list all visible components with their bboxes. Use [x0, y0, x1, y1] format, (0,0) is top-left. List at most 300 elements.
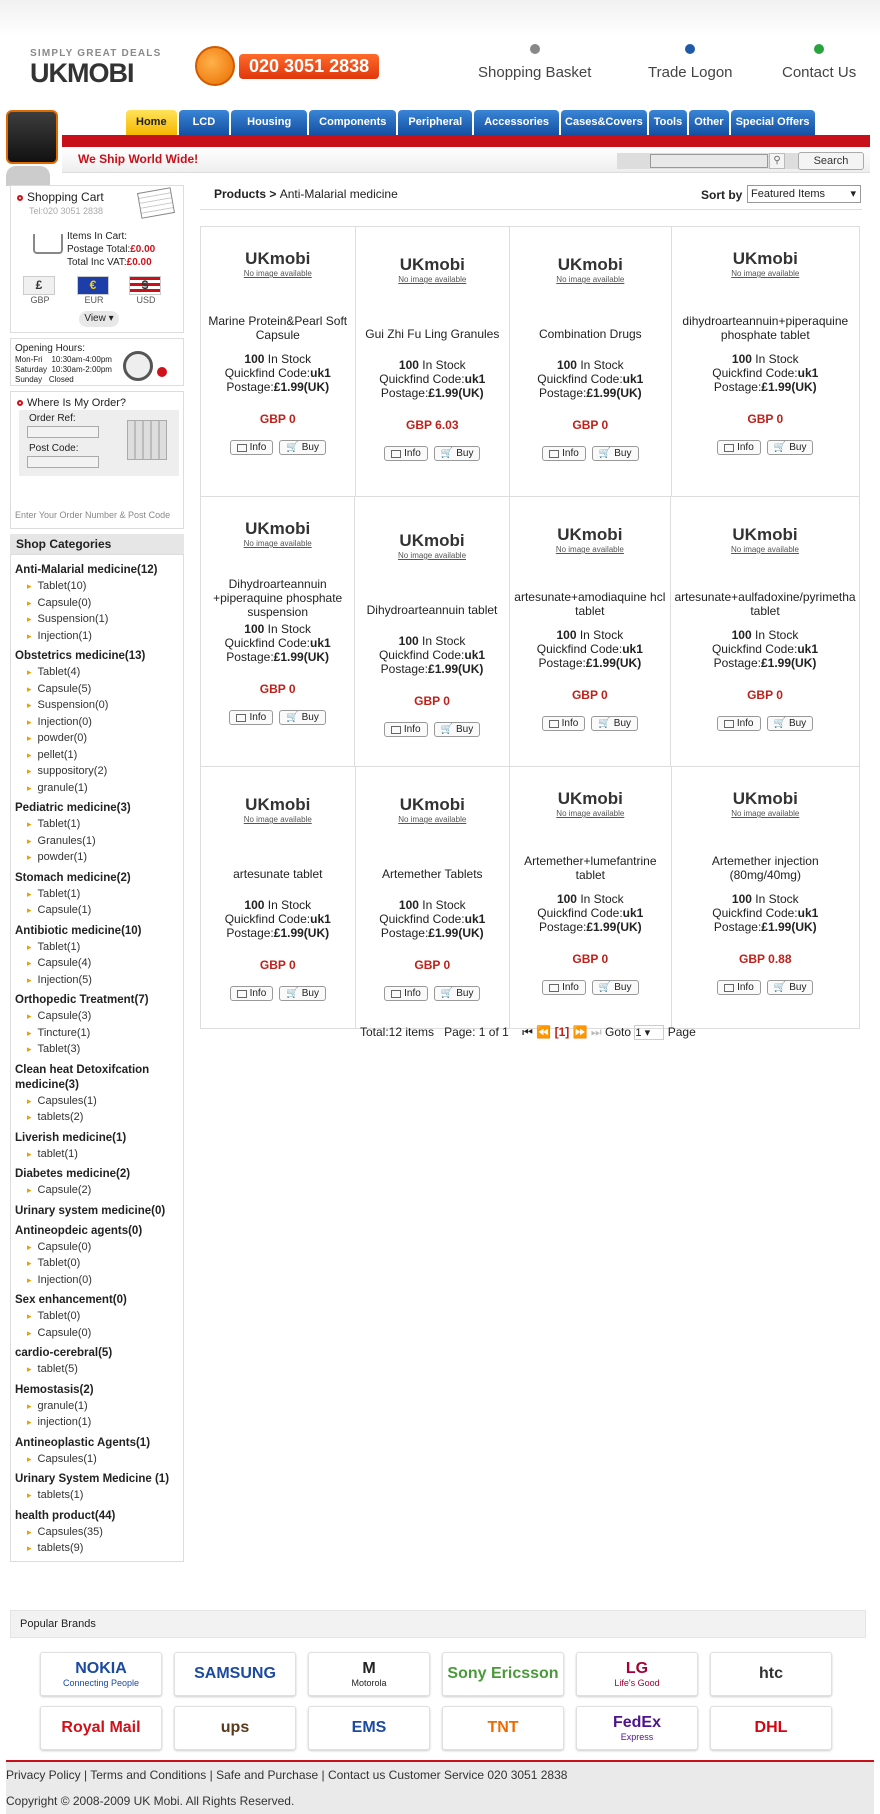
currency-eur[interactable] [77, 276, 111, 305]
info-button[interactable] [542, 980, 586, 995]
order-hint: Enter Your Order Number & Post Code [15, 510, 171, 520]
sidebar [10, 185, 184, 1562]
bullet-icon [17, 195, 23, 201]
product-name[interactable] [356, 854, 510, 894]
postage-value: £1.99(UK) [586, 386, 642, 400]
search-icon[interactable]: ⚲ [769, 153, 785, 169]
categories-title: Shop Categories [10, 534, 184, 554]
footer [6, 1762, 874, 1814]
pager-page-info: Page: 1 of 1 [444, 1025, 509, 1039]
category-heading[interactable]: Antibiotic medicine(10) [15, 924, 142, 937]
product-name-text: artesunate+aulfadoxine/pyrimetha tablet [674, 590, 856, 618]
product-card [355, 497, 509, 766]
breadcrumb [214, 187, 398, 201]
no-image-placeholder[interactable]: No image available [398, 275, 467, 284]
info-label: Info [737, 982, 754, 993]
category-item[interactable]: ▸ Capsules(1) [15, 1093, 179, 1110]
contact-us-label: Contact Us [782, 64, 857, 81]
buy-button[interactable] [592, 980, 639, 995]
clock-icon [123, 351, 153, 381]
prev-page-icon[interactable]: ⏪ [536, 1025, 552, 1039]
category-item[interactable]: ▸ tablets(1) [15, 1487, 179, 1504]
cart-tel: Tel:020 3051 2838 [29, 206, 104, 216]
shopping-basket-link[interactable] [478, 44, 591, 81]
product-price: GBP 0 [572, 952, 609, 966]
product-name[interactable] [672, 848, 859, 888]
hours-title: Opening Hours: [15, 343, 86, 354]
stock-label: In Stock [580, 358, 624, 372]
product-code [671, 642, 859, 656]
quickfind-value: uk1 [310, 366, 331, 380]
product-code [510, 642, 670, 656]
category-item[interactable]: ▸ Tablet(0) [15, 1308, 179, 1325]
stock-label: In Stock [755, 628, 799, 642]
postage-label: Postage: [538, 920, 587, 934]
brand-logo[interactable] [174, 1652, 296, 1696]
product-name[interactable] [671, 584, 859, 624]
breadcrumb-separator: > [266, 187, 280, 201]
logo-name [30, 59, 161, 87]
quickfind-label: Quickfind Code: [224, 636, 311, 650]
category-item[interactable]: ▸ Capsules(1) [15, 1451, 179, 1468]
goto-label: Goto [605, 1025, 632, 1039]
product-stock [201, 352, 355, 366]
category-heading[interactable]: Hemostasis(2) [15, 1383, 94, 1396]
contact-dot-icon [814, 44, 824, 54]
postage-label: Postage: [380, 386, 429, 400]
folder-icon [391, 450, 401, 458]
product-code [672, 366, 859, 380]
product-name[interactable] [201, 854, 355, 894]
category-item[interactable]: ▸ tablet(1) [15, 1146, 179, 1163]
category-item[interactable]: ▸ Injection(5) [15, 972, 179, 989]
brand-logo-sub: Life's Good [614, 1678, 660, 1688]
cart-icon [33, 234, 63, 254]
product-name-text: Marine Protein&Pearl Soft Capsule [208, 314, 348, 342]
product-actions [671, 716, 859, 731]
category-heading[interactable]: health product(44) [15, 1509, 116, 1522]
category-item[interactable]: ▸ Tablet(10) [15, 578, 179, 595]
quickfind-label: Quickfind Code: [536, 642, 623, 656]
category-item[interactable]: ▸ Suspension(0) [15, 697, 179, 714]
no-image-placeholder[interactable]: No image available [397, 551, 467, 560]
brand-logo[interactable] [576, 1706, 698, 1750]
product-price: GBP 0 [414, 694, 450, 708]
brand-logo[interactable] [40, 1706, 162, 1750]
postage-value: £1.99(UK) [761, 920, 817, 934]
product-actions [201, 710, 354, 725]
buy-button[interactable] [592, 446, 639, 461]
calculator-icon [127, 420, 167, 460]
chevron-down-icon: ▾ [105, 313, 114, 324]
category-item[interactable]: ▸ injection(1) [15, 1414, 179, 1431]
info-button[interactable] [542, 716, 586, 731]
stock-label: In Stock [755, 352, 799, 366]
buy-button[interactable] [279, 986, 326, 1001]
brand-logo-name: ups [220, 1719, 250, 1736]
quickfind-value: uk1 [797, 366, 819, 380]
clipboard-icon [137, 187, 175, 219]
trade-logon-link[interactable] [648, 44, 733, 81]
category-item[interactable]: ▸ Tablet(1) [15, 886, 179, 903]
product-actions [356, 446, 510, 461]
stock-label: In Stock [267, 352, 312, 366]
product-name[interactable] [355, 590, 508, 630]
product-name[interactable] [672, 308, 859, 348]
brand-logo-name: SAMSUNG [194, 1665, 276, 1682]
product-card [672, 227, 859, 496]
product-stock [356, 358, 510, 372]
postage-label: Postage: [538, 656, 586, 670]
product-brand: UKmobi [245, 795, 311, 814]
category-item[interactable]: ▸ Capsule(0) [15, 1325, 179, 1342]
product-name-text: dihydroarteannuin+piperaquine phosphate tablet [682, 314, 849, 342]
currency-code: GBP [30, 295, 50, 305]
goto-select[interactable]: 1 ▾ [634, 1025, 664, 1040]
info-button[interactable] [542, 446, 586, 461]
category-item[interactable]: ▸ Tincture(1) [15, 1025, 179, 1042]
product-code [672, 906, 859, 920]
category-item[interactable]: ▸ tablets(2) [15, 1109, 179, 1126]
product-code [510, 906, 671, 920]
product-row [201, 497, 859, 767]
info-label: Info [561, 718, 579, 729]
product-code [510, 372, 671, 386]
info-button[interactable] [230, 440, 274, 455]
view-label: View [84, 313, 106, 324]
hours-day: Mon-Fri [15, 355, 43, 364]
hours-day: Sunday [15, 375, 43, 384]
product-price: GBP 0 [571, 688, 608, 702]
buy-button[interactable] [767, 980, 814, 995]
category-heading[interactable]: Antineopdeic agents(0) [15, 1224, 143, 1237]
stock-count: 100 [244, 352, 265, 366]
tab-cases-covers[interactable]: Cases&Covers [561, 110, 647, 135]
no-image-placeholder[interactable]: No image available [243, 815, 312, 824]
info-button[interactable] [229, 710, 273, 725]
shopping-basket-label: Shopping Basket [478, 64, 592, 81]
folder-icon [391, 990, 401, 998]
buy-label: Buy [614, 448, 632, 459]
postage-label: Postage: [713, 656, 761, 670]
quickfind-value: uk1 [622, 642, 643, 656]
no-image-placeholder[interactable]: No image available [731, 269, 800, 278]
category-item[interactable]: ▸ suppository(2) [15, 763, 179, 780]
product-postage [355, 662, 508, 676]
no-image-placeholder[interactable]: No image available [243, 269, 312, 278]
tab-tools[interactable]: Tools [649, 110, 688, 135]
category-heading[interactable]: Sex enhancement(0) [15, 1294, 127, 1306]
product-stock [201, 622, 354, 636]
postage-label: Postage: [380, 926, 429, 940]
brand-logo-name: Sony Ericsson [447, 1665, 559, 1682]
search-button[interactable]: Search [798, 152, 864, 170]
tab-peripheral[interactable]: Peripheral [398, 110, 472, 135]
logo-text: UKMOBI [30, 58, 134, 88]
brand-logo[interactable] [442, 1706, 564, 1750]
view-cart-button[interactable] [79, 311, 119, 327]
product-card [510, 227, 672, 496]
product-code [201, 912, 355, 926]
category-item[interactable]: ▸ Capsule(2) [15, 1182, 179, 1199]
category-item[interactable]: ▸ Granules(1) [15, 833, 179, 850]
category-heading[interactable]: Antineoplastic Agents(1) [15, 1436, 151, 1449]
category-item[interactable]: ▸ Capsules(35) [15, 1524, 179, 1541]
currency-usd[interactable] [129, 276, 163, 305]
category-item[interactable]: ▸ Suspension(1) [15, 611, 179, 628]
sort-label: Sort by [701, 188, 743, 202]
copyright: Copyright © 2008-2009 UK Mobi. All Rights Reserved. [6, 1794, 295, 1808]
order-form [19, 410, 179, 476]
product-card [671, 497, 859, 766]
cart-icon: 🛒 [773, 718, 786, 729]
no-image-placeholder[interactable]: No image available [398, 815, 467, 824]
brand-logos [40, 1652, 840, 1750]
category-item[interactable]: ▸ granule(1) [15, 1398, 179, 1415]
info-label: Info [403, 724, 421, 735]
info-button[interactable] [384, 722, 428, 737]
category-item[interactable]: ▸ powder(0) [15, 730, 179, 747]
hours-day: Saturday [15, 365, 48, 374]
brand-logo[interactable] [40, 1652, 162, 1696]
hours-row [15, 375, 112, 385]
order-ref-input[interactable] [27, 426, 99, 438]
postage-value: £1.99(UK) [585, 656, 642, 670]
brand-logo[interactable] [576, 1652, 698, 1696]
stock-count: 100 [556, 628, 577, 642]
product-code [201, 366, 355, 380]
buy-button[interactable] [434, 446, 481, 461]
us-flag-icon: $ [129, 276, 161, 295]
product-brand: UKmobi [245, 249, 311, 268]
info-button[interactable] [384, 986, 428, 1001]
hours-rows [15, 355, 112, 385]
quickfind-value: uk1 [464, 372, 486, 386]
folder-icon [549, 720, 559, 728]
product-actions [201, 986, 355, 1001]
product-card [201, 767, 356, 1028]
product-brand: UKmobi [557, 525, 623, 544]
category-item[interactable]: ▸ Tablet(1) [15, 939, 179, 956]
bullet-icon [17, 400, 23, 406]
category-item[interactable]: ▸ tablet(5) [15, 1361, 179, 1378]
category-item[interactable]: ▸ Tablet(4) [15, 664, 179, 681]
breadcrumb-root[interactable]: Products [214, 187, 267, 201]
product-price: GBP 0 [747, 688, 783, 702]
main-nav [126, 110, 817, 135]
info-label: Info [562, 448, 579, 459]
category-heading[interactable]: Obstetrics medicine(13) [15, 650, 146, 662]
logo[interactable] [30, 48, 161, 87]
product-postage [510, 656, 670, 670]
product-card [510, 497, 671, 766]
category-item[interactable]: ▸ Injection(0) [15, 714, 179, 731]
category-item[interactable]: ▸ powder(1) [15, 849, 179, 866]
mp3-player-icon [6, 110, 58, 164]
order-title: Where Is My Order? [27, 397, 127, 409]
postage-value: £1.99(UK) [761, 380, 817, 394]
category-item[interactable]: ▸ Tablet(0) [15, 1255, 179, 1272]
quickfind-label: Quickfind Code: [712, 366, 798, 380]
postage-label: Postage: [380, 662, 429, 676]
brand-logo[interactable] [710, 1706, 832, 1750]
info-button[interactable] [384, 446, 428, 461]
category-item[interactable]: ▸ Tablet(1) [15, 816, 179, 833]
category-item[interactable]: ▸ Capsule(0) [15, 595, 179, 612]
buy-button[interactable] [767, 716, 814, 731]
buy-label: Buy [301, 712, 319, 723]
cart-icon: 🛒 [598, 718, 611, 729]
product-name[interactable] [201, 308, 355, 348]
last-page-icon[interactable]: ⏭ [590, 1025, 602, 1039]
category-heading[interactable]: Liverish medicine(1) [15, 1131, 127, 1144]
items-in-cart: Items In Cart: [67, 231, 128, 242]
search-input[interactable] [650, 154, 768, 168]
postage-label: Postage: [226, 380, 274, 394]
no-image-placeholder[interactable]: No image available [555, 545, 624, 554]
category-item[interactable]: ▸ tablets(9) [15, 1540, 179, 1557]
cart-icon: 🛒 [440, 448, 454, 459]
product-brand: UKmobi [557, 789, 623, 808]
buy-button[interactable] [279, 710, 326, 725]
category-heading[interactable]: Clean heat Detoxifcation medicine(3) [15, 1063, 150, 1091]
breadcrumb-current: Anti-Malarial medicine [279, 187, 398, 201]
quickfind-value: uk1 [310, 636, 331, 650]
trade-logon-label: Trade Logon [648, 64, 733, 81]
tab-components[interactable]: Components [309, 110, 396, 135]
brand-logo-name: LG [625, 1660, 649, 1677]
brand-logo[interactable] [308, 1652, 430, 1696]
product-name[interactable] [510, 848, 671, 888]
info-button[interactable] [230, 986, 274, 1001]
no-image-placeholder[interactable]: No image available [243, 539, 312, 548]
product-postage [201, 650, 354, 664]
product-price: GBP 0 [572, 418, 609, 432]
opening-hours-panel [10, 338, 184, 386]
stock-count: 100 [556, 358, 577, 372]
vat-total [67, 256, 155, 269]
brand-logo-name: EMS [351, 1719, 387, 1736]
postage-value: £1.99(UK) [273, 926, 330, 940]
tab-housing[interactable]: Housing [231, 110, 307, 135]
info-button[interactable] [717, 980, 761, 995]
category-item[interactable]: ▸ Capsule(1) [15, 902, 179, 919]
product-postage [356, 386, 510, 400]
quickfind-label: Quickfind Code: [224, 366, 311, 380]
stock-count: 100 [556, 892, 577, 906]
tab-home[interactable]: Home [126, 110, 177, 135]
buy-button[interactable] [279, 440, 326, 455]
brand-logo[interactable] [710, 1652, 832, 1696]
product-price: GBP 0.88 [739, 952, 792, 966]
currency-gbp[interactable] [23, 276, 57, 305]
category-item[interactable]: ▸ Capsule(5) [15, 681, 179, 698]
quickfind-label: Quickfind Code: [712, 906, 798, 920]
footer-links[interactable]: Privacy Policy | Terms and Conditions | Safe and Purchase | Contact us Customer Service 020 3051 2838 [6, 1768, 568, 1782]
product-stock [510, 358, 671, 372]
category-item[interactable]: ▸ pellet(1) [15, 747, 179, 764]
product-actions [355, 722, 508, 737]
postage-label: Postage: [713, 380, 762, 394]
info-label: Info [404, 988, 421, 999]
info-button[interactable] [717, 716, 761, 731]
brand-logo[interactable] [442, 1652, 564, 1696]
category-heading[interactable]: Orthopedic Treatment(7) [15, 994, 149, 1006]
gadget-icon [6, 166, 50, 186]
tab-accessories[interactable]: Accessories [474, 110, 559, 135]
tab-special-offers[interactable]: Special Offers [731, 110, 815, 135]
goto-value: 1 [635, 1027, 642, 1039]
category-item[interactable]: ▸ Capsule(3) [15, 1008, 179, 1025]
category-item[interactable]: ▸ Capsule(0) [15, 1239, 179, 1256]
stock-label: In Stock [422, 898, 466, 912]
post-code-input[interactable] [27, 456, 99, 468]
info-button[interactable] [717, 440, 761, 455]
category-list [10, 554, 184, 1562]
stock-label: In Stock [579, 628, 624, 642]
category-heading[interactable]: Pediatric medicine(3) [15, 802, 131, 814]
cart-icon: 🛒 [773, 982, 787, 993]
category-item[interactable]: ▸ Tablet(3) [15, 1041, 179, 1058]
quickfind-value: uk1 [464, 912, 486, 926]
buy-button[interactable] [767, 440, 814, 455]
category-item[interactable]: ▸ Injection(0) [15, 1272, 179, 1289]
buy-button[interactable] [434, 722, 481, 737]
no-image-placeholder[interactable]: No image available [731, 809, 800, 818]
product-stock [355, 634, 508, 648]
stock-count: 100 [398, 898, 419, 912]
cart-title-row [17, 190, 104, 204]
next-page-icon[interactable]: ⏩ [572, 1025, 588, 1039]
category-heading[interactable]: Urinary system medicine(0) [15, 1204, 166, 1217]
order-ref-label: Order Ref: [29, 413, 76, 424]
brand-logo[interactable] [308, 1706, 430, 1750]
product-name[interactable] [510, 314, 671, 354]
category-heading[interactable]: Anti-Malarial medicine(12) [15, 564, 158, 576]
sort-select[interactable]: Featured Items ▾ [747, 185, 861, 203]
no-image-placeholder[interactable]: No image available [556, 275, 625, 284]
no-image-placeholder[interactable]: No image available [730, 545, 800, 554]
vat-label: Total Inc VAT: [67, 257, 127, 268]
contact-us-link[interactable] [782, 44, 856, 81]
product-name[interactable] [201, 578, 354, 618]
category-item[interactable]: ▸ Capsule(4) [15, 955, 179, 972]
product-card [510, 767, 672, 1028]
buy-button[interactable] [434, 986, 481, 1001]
product-actions [201, 440, 355, 455]
product-price: GBP 0 [414, 958, 451, 972]
buy-button[interactable] [591, 716, 638, 731]
no-image-placeholder[interactable]: No image available [556, 809, 625, 818]
category-item[interactable]: ▸ Injection(1) [15, 628, 179, 645]
category-heading[interactable]: Diabetes medicine(2) [15, 1168, 131, 1180]
stock-label: In Stock [580, 892, 624, 906]
tab-other[interactable]: Other [689, 110, 728, 135]
category-heading[interactable]: Urinary System Medicine (1) [15, 1473, 170, 1485]
category-heading[interactable]: Stomach medicine(2) [15, 871, 131, 884]
category-item[interactable]: ▸ granule(1) [15, 780, 179, 797]
category-heading[interactable]: cardio-cerebral(5) [15, 1347, 113, 1359]
stock-count: 100 [398, 634, 419, 648]
folder-icon [724, 444, 734, 452]
product-name[interactable] [510, 584, 670, 624]
tab-lcd[interactable]: LCD [179, 110, 230, 135]
stock-label: In Stock [422, 358, 466, 372]
stock-count: 100 [244, 898, 265, 912]
product-name[interactable] [356, 314, 510, 354]
brand-logo[interactable] [174, 1706, 296, 1750]
first-page-icon[interactable]: ⏮ [522, 1025, 533, 1039]
